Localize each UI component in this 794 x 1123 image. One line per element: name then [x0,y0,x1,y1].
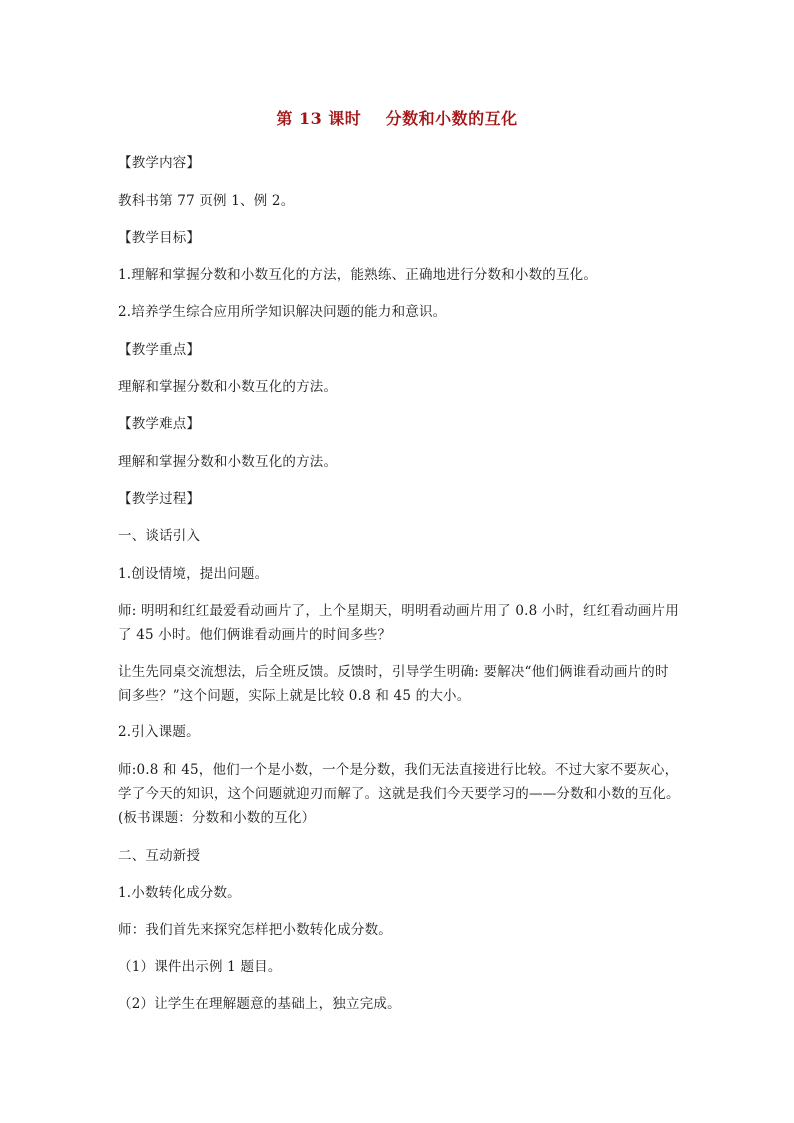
difficulty-text: 理解和掌握分数和小数互化的方法。 [118,454,338,470]
key-heading: 【教学重点】 [118,342,201,358]
goal-item-2: 2.培养学生综合应用所学知识解决问题的能力和意识。 [118,304,447,320]
sub-item-2: （2）让学生在理解题意的基础上，独立完成。 [118,996,401,1012]
part-heading-2: 二、互动新授 [118,848,201,864]
discussion-paragraph: 让生先同桌交流想法，后全班反馈。反馈时，引导学生明确: 要解决“他们俩谁看动画片的时间多些？”这个问题，实际上就是比较 0.8 和 45 的大小。 [118,664,669,704]
step-1: 1.创设情境，提出问题。 [118,566,269,582]
content-text: 教科书第 77 页例 1、例 2。 [118,193,295,209]
content-heading: 【教学内容】 [118,155,201,171]
teacher-paragraph-3: 师：我们首先来探究怎样把小数转化成分数。 [118,922,392,938]
step-3: 1.小数转化成分数。 [118,885,241,901]
goals-heading: 【教学目标】 [118,230,201,246]
process-heading: 【教学过程】 [118,491,201,507]
page-title: 第 13 课时 分数和小数的互化 [276,109,518,128]
teacher-paragraph-2: 师:0.8 和 45，他们一个是小数，一个是分数，我们无法直接进行比较。不过大家不要灰心，学了今天的知识，这个问题就迎刃而解了。这就是我们今天要学习的——分数和小数的互化。(板书课题：分数和小数的互化） [118,762,680,826]
step-2: 2.引入课题。 [118,724,200,740]
key-text: 理解和掌握分数和小数互化的方法。 [118,379,338,395]
sub-item-1: （1）课件出示例 1 题目。 [118,959,282,975]
difficulty-heading: 【教学难点】 [118,416,201,432]
goal-item-1: 1.理解和掌握分数和小数互化的方法，能熟练、正确地进行分数和小数的互化。 [118,267,598,283]
teacher-paragraph-1: 师: 明明和红红最爱看动画片了，上个星期天，明明看动画片用了 0.8 小时，红红看动画片用了 45 小时。他们俩谁看动画片的时间多些？ [118,603,679,643]
part-heading-1: 一、谈话引入 [118,528,201,544]
